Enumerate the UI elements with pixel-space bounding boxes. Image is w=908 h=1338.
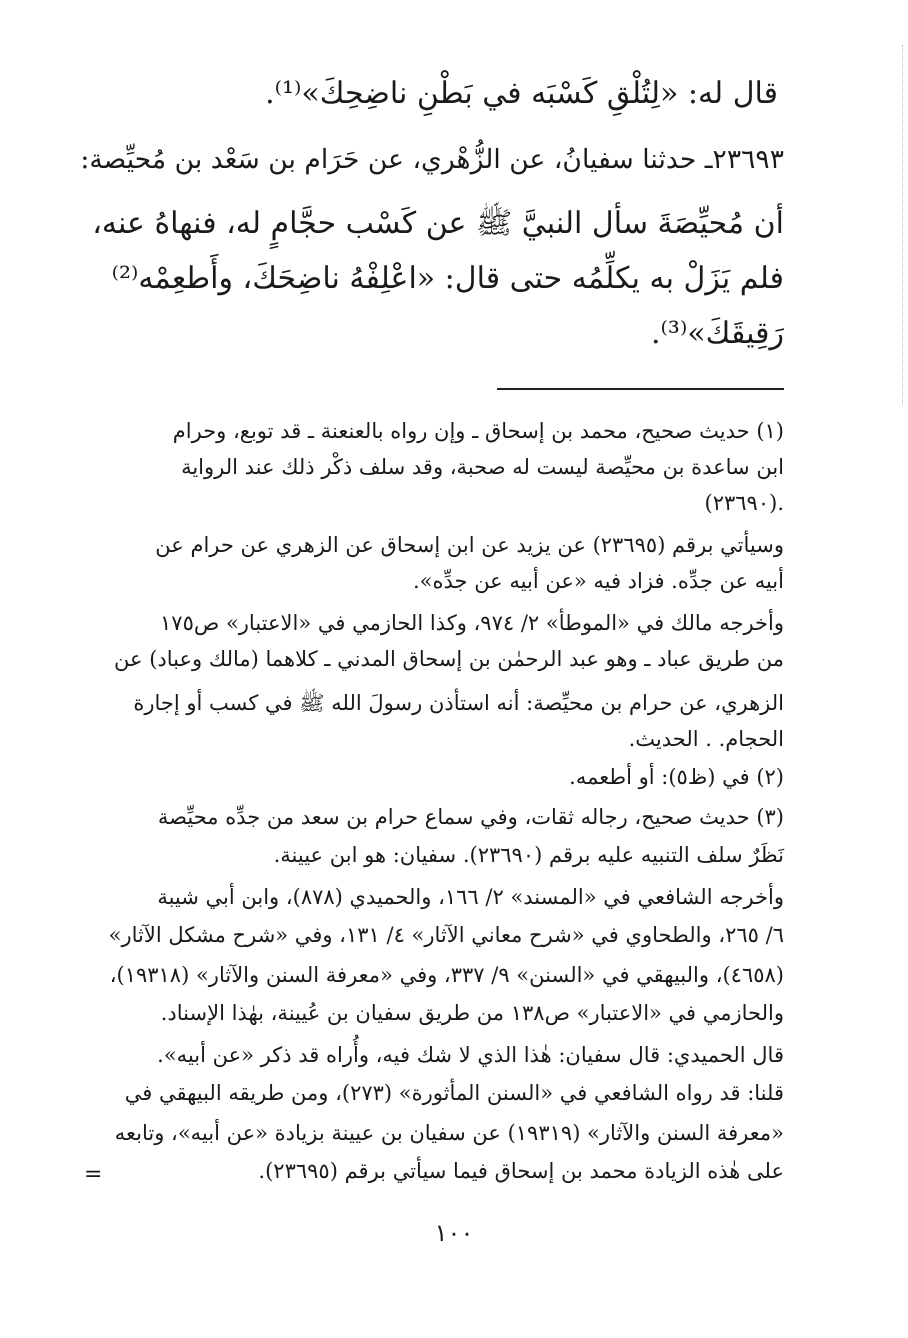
footnote-line: وأخرجه مالك في «الموطأ» ٢/ ٩٧٤، وكذا الحازمي في «الاعتبار» ص١٧٥ [160,611,784,635]
hadith-body-1: أن مُحيِّصَةَ سأل النبيَّ ﷺ عن كَسْب حجَّامٍ له، فنهاهُ عنه، [92,206,784,241]
footnote-line: على هٰذه الزيادة محمد بن إسحاق فيما سيأتي برقم (٢٣٦٩٥). [258,1159,784,1183]
footnote-line: (٣) حديث صحيح، رجاله ثقات، وفي سماع حرام بن سعد من جدِّه محيِّصة [157,805,784,829]
continuation-mark: = [84,1162,103,1187]
hadith-line-1: قال له: «لِتُلْقِ كَسْبَه في بَطْنِ ناضِحِكَ»⁽¹⁾. [265,76,778,111]
scan-edge [900,45,903,405]
hadith-body-2: فلم يَزَلْ به يكلِّمُه حتى قال: «اعْلِفْهُ ناضِحَكَ، وأَطعِمْه⁽²⁾ [111,261,784,296]
footnote-line: ابن ساعدة بن محيِّصة ليست له صحبة، وقد سلف ذكْر ذلك عند الرواية [181,455,784,479]
footnote-line: والحازمي في «الاعتبار» ص١٣٨ من طريق سفيان بن عُيينة، بهٰذا الإسناد. [160,1001,784,1025]
footnote-line: وسيأتي برقم (٢٣٦٩٥) عن يزيد عن ابن إسحاق عن الزهري عن حرام عن [155,533,784,557]
hadith-narration: ٢٣٦٩٣ـ حدثنا سفيانُ، عن الزُّهْري، عن حَرَام بن سَعْد بن مُحيِّصة: [80,144,784,175]
footnote-separator [497,388,784,390]
footnote-line: (٢٣٦٩٠). [704,491,784,515]
footnote-line: (٢) في (ظ٥): أو أطعمه. [569,765,784,789]
footnote-line: الحجام. . الحديث. [628,727,784,751]
footnote-line: أبيه عن جدِّه. فزاد فيه «عن أبيه عن جدِّه». [412,569,784,593]
footnote-line: من طريق عباد ـ وهو عبد الرحمٰن بن إسحاق المدني ـ كلاهما (مالك وعباد) عن [114,647,784,671]
footnote-line: وأخرجه الشافعي في «المسند» ٢/ ١٦٦، والحميدي (٨٧٨)، وابن أبي شيبة [157,885,784,909]
footnote-line: (١) حديث صحيح، محمد بن إسحاق ـ وإن رواه بالعنعنة ـ قد توبع، وحرام [172,419,784,443]
page-number: ١٠٠ [434,1219,474,1247]
footnote-line: قلنا: قد رواه الشافعي في «السنن المأثورة» (٢٧٣)، ومن طريقه البيهقي في [124,1081,784,1105]
footnote-line: الزهري، عن حرام بن محيِّصة: أنه استأذن رسولَ الله ﷺ في كسب أو إجارة [133,691,784,715]
footnote-line: نَظَرٌ سلف التنبيه عليه برقم (٢٣٦٩٠). سفيان: هو ابن عيينة. [273,843,784,867]
footnote-line: ٦/ ٢٦٥، والطحاوي في «شرح معاني الآثار» ٤/ ١٣١، وفي «شرح مشكل الآثار» [108,923,784,947]
footnote-line: قال الحميدي: قال سفيان: هٰذا الذي لا شك فيه، وأُراه قد ذكر «عن أبيه». [157,1043,784,1067]
footnote-line: (٤٦٥٨)، والبيهقي في «السنن» ٩/ ٣٣٧، وفي «معرفة السنن والآثار» (١٩٣١٨)، [109,963,784,987]
footnote-line: «معرفة السنن والآثار» (١٩٣١٩) عن سفيان بن عيينة بزيادة «عن أبيه»، وتابعه [114,1121,784,1145]
hadith-body-3: رَقِيقَكَ»⁽³⁾. [651,316,784,351]
